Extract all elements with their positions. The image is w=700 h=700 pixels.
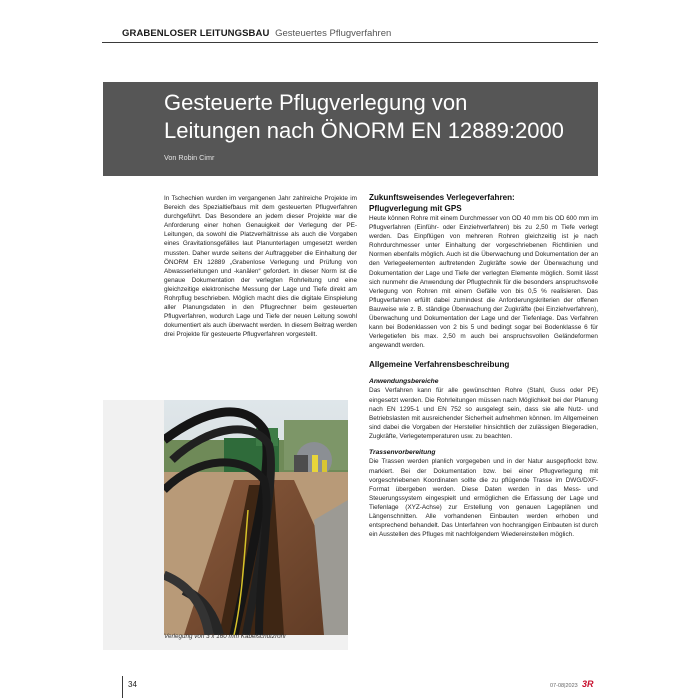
intro-paragraph: In Tschechien wurden im vergangenen Jahr zahlreiche Projekte im Bereich des Spezialtiefbaus mit dem gesteuerten Pflugverfahren durchgeführt. Das Besondere an jedem dieser Projekte war die Anforderung einer hohen Genauigkeit der Verlegung der PE-Leitungen, da sowohl die Platzverhältnisse als auch die Vorgaben eines Gravitationsgefälles laut Planunterlagen umgesetzt werden mussten. Daher wurde seitens der Auftraggeber die Einhaltung der ÖNORM EN 12889 „Grabenlose Verlegung und Prüfung von Abwasserleitungen und -kanälen“ gefordert. In dieser Norm ist die genaue Dokumentation der verlegten Rohrleitung und eine gleichzeitige elektronische Messung der Lage und Tiefe direkt am Rohrpflug beschrieben. Möglich macht dies die digitale Einspielung aller Planungsdaten in den Pflugrechner beim gesteuerten Pflugverfahren, wodurch Lage und Tiefe der neuen Leitung sowohl dokumentiert als auch überwacht werden. In diesem Beitrag werden drei Projekte für gesteuerte Pflugverfahren vorgestellt. <box>164 195 357 339</box>
heading-future-line-2: Pflugverlegung mit GPS <box>369 203 462 213</box>
header-rule <box>102 42 598 43</box>
heading-general: Allgemeine Verfahrensbeschreibung <box>369 360 510 370</box>
title-line-1: Gesteuerte Pflugverlegung von <box>164 90 468 115</box>
paragraph-future: Heute können Rohre mit einem Durchmesser von OD 40 mm bis OD 600 mm im Pflugverfahren (Einführ- oder Einziehverfahren) bis zu 2,50 m Tiefe verlegt werden. Das Einpflügen von mehreren Rohren gleichzeitig ist je nach Rohrdurchmesser unter Einhaltung der vorgeschriebenen Richtlinien und Normen ebenfalls möglich. Auch ist die Überwachung und Dokumentation der an den Verlegeelementen auftretenden Zugkräfte sowie der Überwachung und Dokumentation der Lage und Tiefe der verlegten Elemente möglich. Somit lässt sich nunmehr die Anwendung der Pflugtechnik für die besonders anspruchsvolle Verlegung von Rohren mit einem Gefälle von bis 0,5 % realisieren. Das Pflugverfahren erfüllt dabei zumindest die Anforderungskriterien der offenen Bauweise wie z. B. ständige Überwachung der Zugkräfte (bei Einziehverfahren), Überwachung und Dokumentation der Lage und der Tiefenlage. Das Verfahren kann bei Bodenklassen von 2 bis 5 und bedingt sogar bei Bodenklasse 6 für Verlegetiefen bis max. 2,50 m auch bei anspruchsvollen Geländeformen angewandt werden. <box>369 215 598 350</box>
magazine-logo: 3R <box>582 679 594 689</box>
heading-application: Anwendungsbereiche <box>369 377 439 385</box>
running-header <box>122 28 391 39</box>
paragraph-application: Das Verfahren kann für alle gewünschten Rohre (Stahl, Guss oder PE) eingesetzt werden. Die Rohrleitungen müssen nach Möglichkeit bei der Planung nach EN 1295-1 und EN 752 so ausgelegt sein, dass sie alle Nutz- und Betriebslasten mit ausreichender Sicherheit aufnehmen können. Im Allgemeinen sind dabei die Vorgaben der Hersteller hinsichtlich der zulässigen Biegeradien, Zugkräfte, Verlegetemperaturen usw. zu beachten. <box>369 387 598 440</box>
header-section: GRABENLOSER LEITUNGSBAU <box>122 28 270 39</box>
title-line-2: Leitungen nach ÖNORM EN 12889:2000 <box>164 118 564 143</box>
intro-column <box>164 194 357 340</box>
right-column <box>369 193 598 539</box>
footer-rule <box>122 676 123 698</box>
heading-future-line-1: Zukunftsweisendes Verlegeverfahren: <box>369 193 515 202</box>
figure-photo <box>164 400 348 635</box>
author-byline: Von Robin Cimr <box>164 153 215 162</box>
paragraph-route: Die Trassen werden planlich vorgegeben und in der Natur ausgepflockt bzw. markiert. Bei der Dokumentation bzw. bei einer Pflugverlegung mit vorgeschriebenen Koordinaten sollte die zu pflügende Trasse im DWG/DXF-Format übergeben werden. Diese Daten werden in das Mess- und Steuerungssystem eingespielt und ermöglichen die Erfassung der Lage und Tiefenlage (XYZ-Achse) zur Erstellung von genauen Lageplänen und Längenschnitten. Alle vorhandenen Einbauten werden erhoben und entsprechend behandelt. Das Unterfahren von hochrangigen Einbauten ist durch ein Ausstellen des Pfluges mit nachfolgendem Wiedereinstellen möglich. <box>369 458 598 539</box>
pipe-laying-photo <box>164 400 348 635</box>
article-title <box>164 89 594 145</box>
heading-route: Trassenvorbereitung <box>369 448 436 456</box>
page-number: 34 <box>128 680 137 689</box>
issue-label: 07-08|2023 <box>550 683 578 689</box>
figure-caption: Verlegung von 3 x 160 mm Kabelschutzrohr <box>164 633 287 640</box>
header-subsection: Gesteuertes Pflugverfahren <box>275 28 392 39</box>
